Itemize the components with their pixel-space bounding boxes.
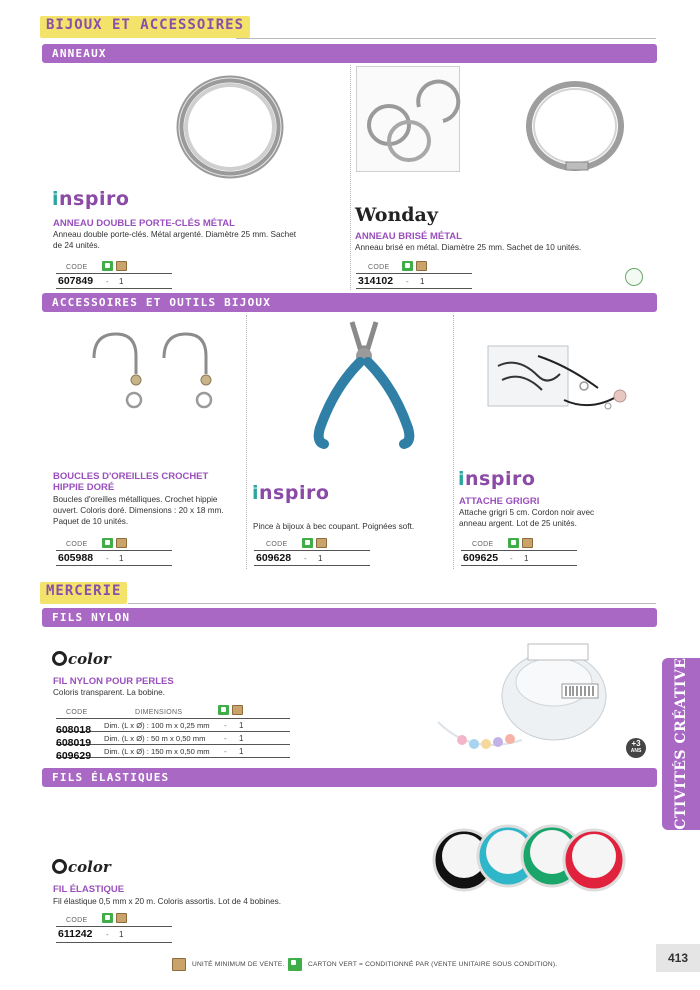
green-carton-icon (288, 958, 302, 971)
code-label: CODE (66, 709, 88, 716)
jewelry-pliers-image (290, 318, 440, 458)
product-description: Attache grigri 5 cm. Cordon noir avec anneau argent. Lot de 25 unités. (459, 508, 595, 528)
split-rings-image (357, 67, 461, 173)
product-description: Pince à bijoux à bec coupant. Poignées soft. (253, 522, 415, 531)
brand-inspiro-logo: inspiro (458, 468, 536, 490)
page-number: 413 (656, 944, 700, 972)
column-divider (350, 65, 351, 290)
qty-separator: - (106, 930, 109, 939)
brand-inspiro-logo: inspiro (252, 482, 330, 504)
product-code: 609628 (256, 552, 292, 564)
code-label: CODE (66, 917, 88, 924)
product-title: ANNEAU DOUBLE PORTE-CLÉS MÉTAL (53, 218, 235, 229)
box-icon (116, 913, 127, 923)
green-carton-icon (218, 705, 229, 715)
product-code: 609625 (463, 552, 499, 564)
min-quantity: 1 (239, 747, 244, 756)
product-description: Boucles d'oreilles métalliques. Crochet hippie ouvert. Coloris doré. Dimensions : 20 x 18 mm. Paquet de 10 unités. (53, 495, 224, 526)
column-divider (246, 315, 247, 569)
product-description: Anneau brisé en métal. Diamètre 25 mm. Sachet de 10 unités. (355, 243, 582, 252)
side-tab-activites-creatives: ACTIVITÉS CRÉATIVES (662, 658, 700, 830)
box-icon (116, 538, 127, 548)
code-rule (56, 926, 172, 927)
code-rule (56, 942, 172, 943)
section-title-bijoux: BIJOUX ET ACCESSOIRES (40, 16, 250, 38)
table-row (56, 733, 290, 749)
green-carton-icon (302, 538, 313, 548)
dimension-value: Dim. (L x Ø) : 100 m x 0,25 mm (104, 721, 210, 730)
code-label: CODE (266, 541, 288, 548)
code-label: CODE (368, 264, 390, 271)
box-icon (316, 538, 327, 548)
box-icon (522, 538, 533, 548)
min-quantity: 1 (239, 734, 244, 743)
product-title: FIL NYLON POUR PERLES (53, 676, 174, 687)
qty-separator: - (106, 277, 109, 286)
box-icon (416, 261, 427, 271)
legend-unit-text: UNITÉ MINIMUM DE VENTE. (192, 961, 285, 968)
code-rule (356, 288, 472, 289)
split-ring-image (520, 76, 630, 176)
product-description: Coloris transparent. La bobine. (53, 688, 165, 697)
section-title-mercerie: MERCERIE (40, 582, 127, 604)
code-rule (254, 550, 370, 551)
dimension-value: Dim. (L x Ø) : 50 m x 0,50 mm (104, 734, 206, 743)
eco-label-icon (625, 268, 643, 286)
qty-separator: - (106, 554, 109, 563)
split-ring-detail-frame (356, 66, 460, 172)
code-rule (254, 565, 370, 566)
grigri-bag-image (478, 326, 648, 426)
qty-separator: - (224, 721, 227, 730)
age-badge: +3 ANS (626, 738, 646, 758)
table-row (56, 720, 290, 736)
box-icon (116, 261, 127, 271)
section-rule (128, 603, 656, 604)
product-description: Fil élastique 0,5 mm x 20 m. Coloris assortis. Lot de 4 bobines. (53, 897, 281, 906)
qty-separator: - (406, 277, 409, 286)
min-quantity: 1 (119, 554, 124, 563)
code-rule (56, 273, 172, 274)
brand-ocolor-logo: color (52, 858, 111, 876)
code-rule (56, 550, 172, 551)
product-code: 611242 (58, 928, 93, 940)
subsection-bar-accessoires: ACCESSOIRES ET OUTILS BIJOUX (42, 293, 657, 312)
green-carton-icon (102, 913, 113, 923)
code-label: CODE (66, 264, 88, 271)
product-title: FIL ÉLASTIQUE (53, 884, 125, 895)
code-label: CODE (472, 541, 494, 548)
elastic-spools-image (428, 816, 628, 896)
column-divider (453, 315, 454, 569)
product-title: BOUCLES D'OREILLES CROCHET HIPPIE DORÉ (53, 471, 209, 493)
product-title: ATTACHE GRIGRI (459, 496, 540, 507)
min-quantity: 1 (119, 277, 124, 286)
product-title: ANNEAU BRISÉ MÉTAL (355, 231, 462, 242)
code-rule (461, 550, 577, 551)
product-description: Anneau double porte-clés. Métal argenté. Diamètre 25 mm. Sachet de 24 unités. (53, 230, 297, 250)
product-code: 314102 (358, 275, 394, 287)
product-code: 609629 (56, 750, 92, 762)
subsection-bar-fils-nylon: FILS NYLON (42, 608, 657, 627)
min-quantity: 1 (239, 721, 244, 730)
table-row (56, 746, 290, 762)
qty-separator: - (224, 747, 227, 756)
min-quantity: 1 (420, 277, 425, 286)
brand-inspiro-logo: inspiro (52, 188, 130, 210)
subsection-bar-fils-elastiques: FILS ÉLASTIQUES (42, 768, 657, 787)
brand-wonday-logo: Wonday (355, 204, 438, 226)
nylon-spool-image (432, 636, 622, 760)
code-label: CODE (66, 541, 88, 548)
min-quantity: 1 (318, 554, 323, 563)
product-code: 608018 (56, 724, 92, 736)
product-code: 608019 (56, 737, 92, 749)
double-keyring-image (170, 72, 290, 182)
code-rule (56, 718, 290, 719)
ocolor-o-icon (52, 859, 67, 874)
code-rule (56, 288, 172, 289)
dimensions-label: DIMENSIONS (135, 709, 183, 716)
code-rule (461, 565, 577, 566)
product-code: 605988 (58, 552, 94, 564)
box-icon (232, 705, 243, 715)
qty-separator: - (304, 554, 307, 563)
dimension-value: Dim. (L x Ø) : 150 m x 0,50 mm (104, 747, 210, 756)
qty-separator: - (224, 734, 227, 743)
product-code: 607849 (58, 275, 94, 287)
code-rule (56, 565, 172, 566)
subsection-bar-anneaux: ANNEAUX (42, 44, 657, 63)
green-carton-icon (402, 261, 413, 271)
box-icon (172, 958, 186, 971)
ocolor-o-icon (52, 651, 67, 666)
earring-hooks-image (80, 328, 240, 428)
code-rule (356, 273, 472, 274)
green-carton-icon (508, 538, 519, 548)
min-quantity: 1 (119, 930, 124, 939)
legend-carton-text: CARTON VERT = CONDITIONNÉ PAR (VENTE UNITAIRE SOUS CONDITION). (308, 961, 558, 968)
green-carton-icon (102, 261, 113, 271)
min-quantity: 1 (524, 554, 529, 563)
green-carton-icon (102, 538, 113, 548)
section-rule (236, 38, 656, 39)
qty-separator: - (510, 554, 513, 563)
brand-ocolor-logo: color (52, 650, 111, 668)
